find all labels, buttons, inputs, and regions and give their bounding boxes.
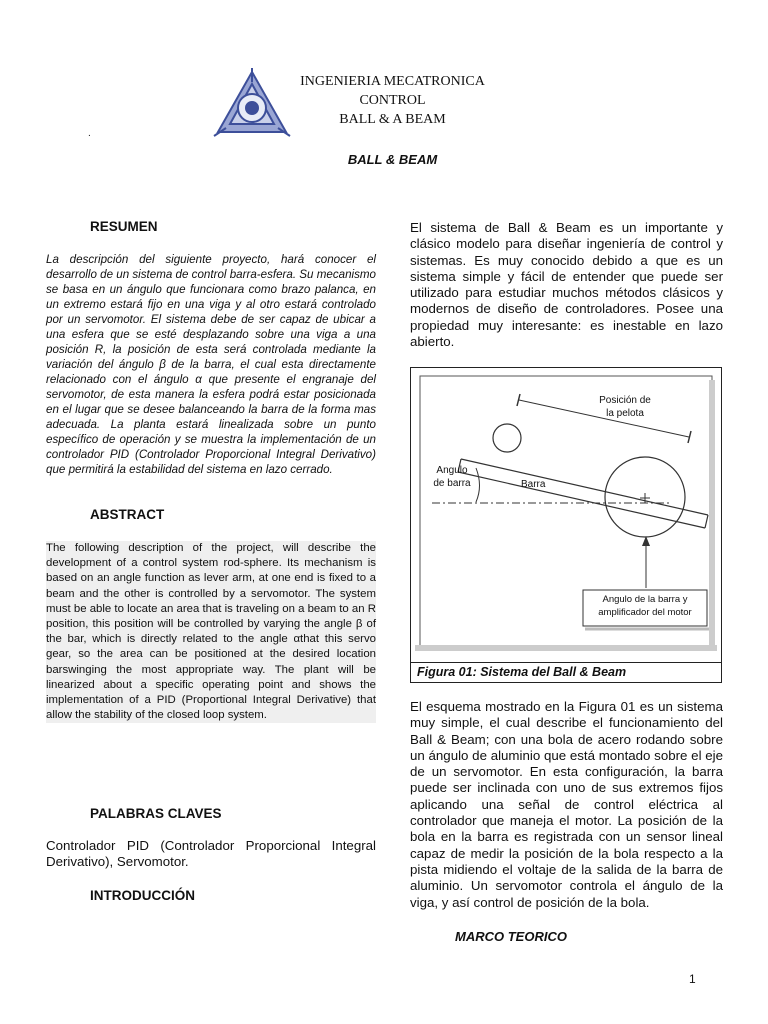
resumen-heading: RESUMEN	[90, 219, 158, 234]
header-course: CONTROL	[359, 93, 426, 108]
keywords-text: Controlador PID (Controlador Proporcional Integral Derivativo), Servomotor.	[46, 838, 376, 870]
angle-label-2: de barra	[433, 478, 471, 489]
abstract-heading: ABSTRACT	[90, 507, 165, 522]
angle-label: Angulo	[436, 465, 468, 476]
figure-caption: Figura 01: Sistema del Ball & Beam	[410, 663, 722, 683]
intro-text: El sistema de Ball & Beam es un importante y clásico modelo para diseñar ingeniería de control y sistemas. Es muy conocido debido a que es un sistema simple y fácil de entender que puede ser utilizado para estudiar muchos métodos clásicos y modernos de diseño de controladores. Posee una propiedad muy interesante: es inestable en lazo abierto.	[410, 220, 723, 350]
header-project: BALL & A BEAM	[339, 112, 446, 127]
marco-heading: MARCO TEORICO	[455, 929, 567, 944]
keywords-heading: PALABRAS CLAVES	[90, 806, 222, 821]
bar-label: Barra	[521, 479, 546, 490]
paper-title: BALL & BEAM	[347, 152, 438, 167]
position-label-2: la pelota	[606, 408, 644, 419]
intro-heading: INTRODUCCIÓN	[90, 888, 195, 903]
figure-box	[410, 367, 722, 663]
resumen-text: La descripción del siguiente proyecto, hará conocer el desarrollo de un sistema de control barra-esfera. Su mecanismo se basa en un ángulo que funcionara como brazo palanca, en un extremo estará fijo en una viga y al otro estará controlado por un servomotor. El sistema debe de ser capaz de ubicar a una esfera que se esté desplazando sobre una viga a una posición R, la posición de esta será controlada mediante la variación del ángulo β de la barra, el cual esta directamente relacionado con el ángulo α que presente el engranaje del servomotor, de esta manera la esfera podrá estar posicionada en el lugar que se desee balanceando la barra de la forma mas adecuada. La planta estará linealizada sobre un punto específico de operación y se muestra la implementación de un controlador PID (Controlador Proporcional Integral Derivativo) que permitirá la estabilidad del sistema en lazo cerrado.	[46, 253, 376, 476]
description-text: El esquema mostrado en la Figura 01 es un sistema muy simple, el cual describe el funcionamiento del Ball & Beam; con una bola de acero rodando sobre un ángulo de aluminio que está montado sobre el eje de un servomotor. En esta configuración, la barra puede ser inclinada con uno de sus extremos fijos aplicando una señal de control eléctrica al controlador que maneja el motor. La posición de la bola en la barra es registrada con un sensor lineal capaz de medir la posición de la bola respecto a la pista midiendo el voltaje de la salida de la barra de aluminio. Un servomotor controla el ángulo de la viga, y así control de posición de la bola.	[410, 699, 723, 910]
abstract-text: The following description of the project, will describe the development of a control system rod-sphere. Its mechanism is based on an angle function as lever arm, at one end is fixed to a beam and the other is controlled by a servomotor. The system must be able to locate an area that is traveling on a beam to an R position, this position will be controlled by varying the angle β of the bar, which is directly related to the angle αthat this servo gear, so the area can be positioned at the desired location barswinging the most appropriate way. The plant will be linearized about a specific operating point and shows the implementation of a PID (Proportional Integral Derivative) that allow the stability of the closed loop system.	[46, 541, 376, 723]
header-university: INGENIERIA MECATRONICA	[300, 74, 485, 89]
motor-label: Angulo de la barra y	[602, 594, 688, 605]
stray-dot: .	[88, 128, 91, 139]
motor-label-2: amplificador del motor	[598, 607, 692, 618]
page-number: 1	[689, 972, 696, 986]
position-label: Posición de	[599, 395, 651, 406]
